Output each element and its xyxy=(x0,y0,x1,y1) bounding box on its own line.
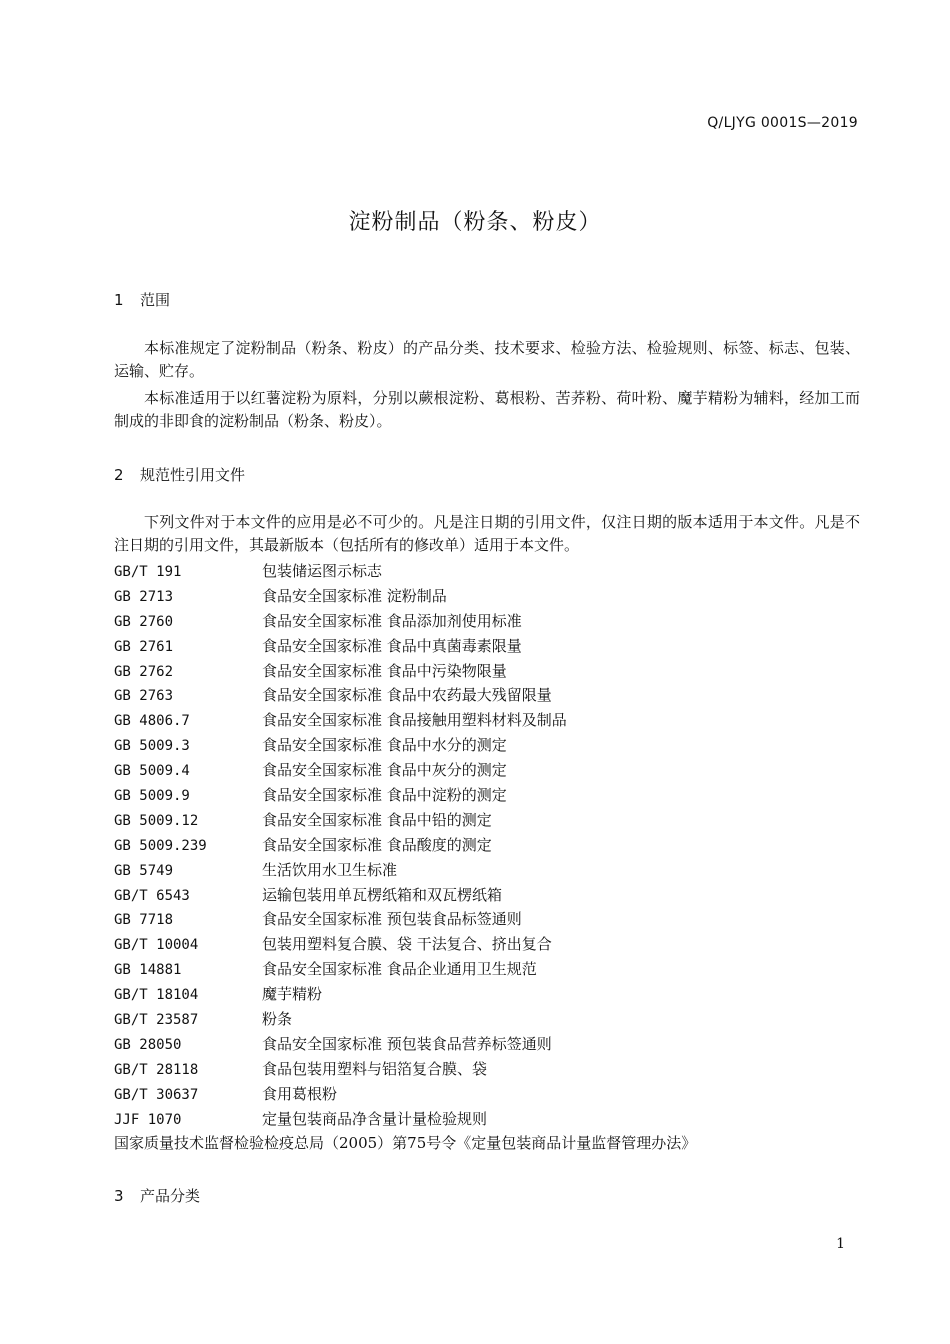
reference-code: GB 5749 xyxy=(114,862,174,879)
reference-row xyxy=(114,1107,860,1132)
reference-row xyxy=(114,1007,860,1032)
document-title: 淀粉制品（粉条、粉皮） xyxy=(348,210,602,235)
reference-title: 食品安全国家标准 淀粉制品 xyxy=(262,586,447,605)
reference-code: JJF 1070 xyxy=(114,1111,182,1128)
reference-code: GB 7718 xyxy=(114,912,174,929)
reference-title: 包装用塑料复合膜、袋 干法复合、挤出复合 xyxy=(262,935,552,954)
reference-title: 食品安全国家标准 食品中真菌毒素限量 xyxy=(262,636,522,655)
section-title: 范围 xyxy=(140,291,171,309)
reference-row xyxy=(114,1082,860,1107)
reference-row xyxy=(114,808,860,833)
reference-title: 食品安全国家标准 食品中铅的测定 xyxy=(262,810,492,829)
reference-row xyxy=(114,783,860,808)
reference-title: 食品安全国家标准 食品中污染物限量 xyxy=(262,661,507,680)
section-title: 规范性引用文件 xyxy=(140,466,246,484)
reference-title: 运输包装用单瓦楞纸箱和双瓦楞纸箱 xyxy=(262,885,503,904)
reference-title: 食品安全国家标准 预包装食品标签通则 xyxy=(262,910,522,929)
reference-code: GB/T 28118 xyxy=(114,1061,199,1078)
section-3-heading xyxy=(114,1185,200,1206)
reference-code: GB 2763 xyxy=(114,688,174,705)
reference-title: 定量包装商品净含量计量检验规则 xyxy=(262,1109,488,1128)
reference-title: 食品安全国家标准 食品中农药最大残留限量 xyxy=(262,686,552,705)
reference-row xyxy=(114,932,860,957)
reference-row xyxy=(114,634,860,659)
reference-title: 食品包装用塑料与铝箔复合膜、袋 xyxy=(262,1059,488,1078)
scope-paragraph-2: 本标准适用于以红薯淀粉为原料，分别以蕨根淀粉、葛根粉、苦荞粉、荷叶粉、魔芋精粉为辅料，经加工而制成的非即食的淀粉制品（粉条、粉皮）。 xyxy=(114,389,860,430)
reference-code: GB/T 6543 xyxy=(114,887,190,904)
reference-row xyxy=(114,733,860,758)
reference-row xyxy=(114,609,860,634)
reference-title: 食品安全国家标准 食品中灰分的测定 xyxy=(262,761,507,780)
reference-row xyxy=(114,907,860,932)
reference-code: GB 14881 xyxy=(114,962,182,979)
reference-code: GB 2760 xyxy=(114,613,174,630)
reference-title: 魔芋精粉 xyxy=(262,985,323,1004)
section-number: 1 xyxy=(114,291,124,309)
standard-code: Q/LJYG 0001S—2019 xyxy=(707,115,858,131)
section-1-heading xyxy=(114,289,170,310)
reference-row xyxy=(114,708,860,733)
reference-code: GB 2713 xyxy=(114,588,174,605)
section-2-heading xyxy=(114,464,245,485)
reference-code: GB 4806.7 xyxy=(114,713,190,730)
reference-code: GB/T 191 xyxy=(114,564,182,580)
references-intro-paragraph: 下列文件对于本文件的应用是必不可少的。凡是注日期的引用文件，仅注日期的版本适用于本文件。凡是不注日期的引用文件，其最新版本（包括所有的修改单）适用于本文件。 xyxy=(114,513,860,554)
reference-title: 包装储运图示标志 xyxy=(262,562,383,580)
reference-code: GB/T 18104 xyxy=(114,987,199,1004)
reference-code: GB 5009.9 xyxy=(114,788,190,805)
reference-title: 食品安全国家标准 食品酸度的测定 xyxy=(262,835,492,854)
reference-code: GB/T 30637 xyxy=(114,1086,199,1103)
reference-row xyxy=(114,683,860,708)
reference-code: GB 2762 xyxy=(114,663,174,680)
reference-title: 食品安全国家标准 食品添加剂使用标准 xyxy=(262,611,522,630)
reference-title: 食用葛根粉 xyxy=(262,1084,338,1103)
reference-row xyxy=(114,758,860,783)
reference-row xyxy=(114,1057,860,1082)
reference-code: GB/T 10004 xyxy=(114,937,199,954)
reference-code: GB 5009.4 xyxy=(114,763,190,780)
reference-title: 食品安全国家标准 预包装食品营养标签通则 xyxy=(262,1034,552,1053)
section-title: 产品分类 xyxy=(140,1187,201,1205)
reference-code: GB 5009.239 xyxy=(114,837,207,854)
reference-title: 粉条 xyxy=(262,1010,293,1029)
reference-row xyxy=(114,982,860,1007)
reference-row xyxy=(114,833,860,858)
reference-row xyxy=(114,584,860,609)
reference-row xyxy=(114,858,860,883)
reference-row xyxy=(114,559,860,584)
reference-list xyxy=(114,559,860,1156)
reference-title: 食品安全国家标准 食品中水分的测定 xyxy=(262,736,507,755)
reference-code: GB 2761 xyxy=(114,638,174,655)
reference-row xyxy=(114,883,860,908)
reference-title: 食品安全国家标准 食品企业通用卫生规范 xyxy=(262,960,537,979)
reference-code: GB 5009.3 xyxy=(114,738,190,755)
reference-row xyxy=(114,1032,860,1057)
section-number: 2 xyxy=(114,466,124,484)
reference-code: GB 5009.12 xyxy=(114,812,199,829)
reference-row xyxy=(114,957,860,982)
section-number: 3 xyxy=(114,1187,124,1205)
reference-code: GB/T 23587 xyxy=(114,1012,199,1029)
reference-closing-note: 国家质量技术监督检验检疫总局（2005）第75号令《定量包装商品计量监督管理办法》 xyxy=(114,1134,697,1153)
reference-title: 食品安全国家标准 食品中淀粉的测定 xyxy=(262,786,507,805)
reference-title: 生活饮用水卫生标准 xyxy=(262,860,398,879)
scope-paragraph-1: 本标准规定了淀粉制品（粉条、粉皮）的产品分类、技术要求、检验方法、检验规则、标签、标志、包装、运输、贮存。 xyxy=(114,339,860,380)
reference-row xyxy=(114,659,860,684)
page-number: 1 xyxy=(836,1236,845,1252)
reference-title: 食品安全国家标准 食品接触用塑料材料及制品 xyxy=(262,711,567,730)
reference-code: GB 28050 xyxy=(114,1036,182,1053)
